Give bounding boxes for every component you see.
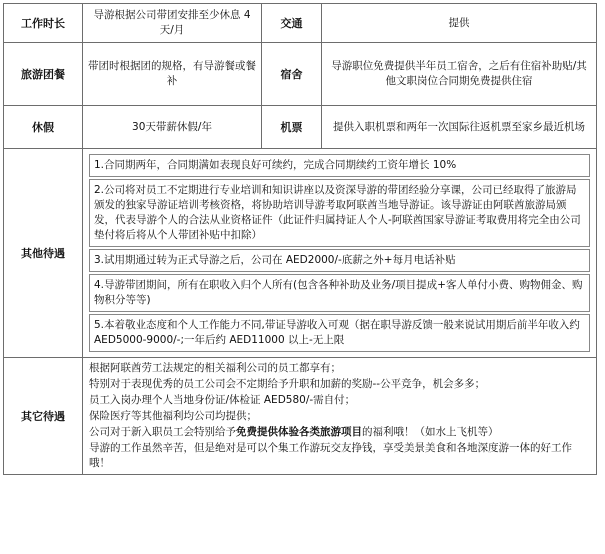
welfare-line-5 — [89, 425, 590, 440]
other-welfare-text — [83, 358, 597, 475]
welfare-line-2: 特别对于表现优秀的员工公司会不定期给予升职和加薪的奖励--公平竞争，机会多多； — [89, 378, 486, 390]
welfare-line-3: 员工入岗办理个人当地身份证/体检证 AED580/-需自付； — [89, 394, 356, 406]
welfare-line-5-post: 的福利哦！（如水上飞机等） — [362, 426, 499, 438]
lodging-label: 宿舍 — [262, 43, 322, 106]
transport-label: 交通 — [262, 4, 322, 43]
welfare-line-5-bold: 免费提供体验各类旅游项目 — [236, 426, 362, 438]
tour-meals-label: 旅游团餐 — [4, 43, 83, 106]
vacation-value: 30天带薪休假/年 — [83, 106, 262, 149]
work-hours-value: 导游根据公司带团安排至少休息 4 天/月 — [83, 4, 262, 43]
air-ticket-label: 机票 — [262, 106, 322, 149]
row-other-benefits — [4, 149, 597, 358]
transport-value: 提供 — [322, 4, 597, 43]
benefits-table — [3, 3, 597, 475]
other-benefits-label: 其他待遇 — [4, 149, 83, 358]
welfare-line-6: 导游的工作虽然辛苦，但是绝对是可以个集工作游玩交友挣钱，享受美景美食和各地深度游一体的好工作哦！ — [89, 442, 572, 469]
welfare-line-5-pre: 公司对于新入职员工会特别给予 — [89, 426, 236, 438]
benefit-item-2: 2.公司将对员工不定期进行专业培训和知识讲座以及资深导游的带团经验分享课，公司已经取得了旅游局颁发的独家导游证培训考核资格，将协助培训导游考取阿联酋当地导游证。该导游证由阿联酋旅游局颁发，代表导游个人的合法从业资格证件（此证件归属持证人个人-阿联酋国家导游证考取费用将完全由公司垫付将后将从个人带团补贴中扣除） — [89, 179, 590, 247]
row-vacation — [4, 106, 597, 149]
other-benefits-list — [83, 149, 597, 358]
tour-meals-value: 带团时根据团的规格，有导游餐或餐补 — [83, 43, 262, 106]
welfare-line-4: 保险医疗等其他福利均公司均提供； — [89, 410, 257, 422]
benefit-item-1: 1.合同期两年，合同期满如表现良好可续约，完成合同期续约工资年增长 10% — [89, 154, 590, 177]
welfare-line-1: 根据阿联酋劳工法规定的相关福利公司的员工都享有； — [89, 362, 341, 374]
vacation-label: 休假 — [4, 106, 83, 149]
lodging-value: 导游职位免费提供半年员工宿舍，之后有住宿补助贴/其他文职岗位合同期免费提供住宿 — [322, 43, 597, 106]
air-ticket-value: 提供入职机票和两年一次国际往返机票至家乡最近机场 — [322, 106, 597, 149]
other-welfare-label: 其它待遇 — [4, 358, 83, 475]
benefit-item-3: 3.试用期通过转为正式导游之后，公司在 AED2000/-底薪之外+每月电话补贴 — [89, 249, 590, 272]
row-work-hours — [4, 4, 597, 43]
benefit-item-5: 5.本着敬业态度和个人工作能力不同,带证导游收入可观（据在职导游反馈一般来说试用期后前半年收入约 AED5000-9000/-;一年后约 AED11000 以上-无上限 — [89, 314, 590, 352]
row-meals — [4, 43, 597, 106]
row-other-welfare — [4, 358, 597, 475]
benefit-item-4: 4.导游带团期间，所有在职收入归个人所有(包含各种补助及业务/项目提成+客人单付小费、购物佣金、购物积分等等) — [89, 274, 590, 312]
work-hours-label: 工作时长 — [4, 4, 83, 43]
